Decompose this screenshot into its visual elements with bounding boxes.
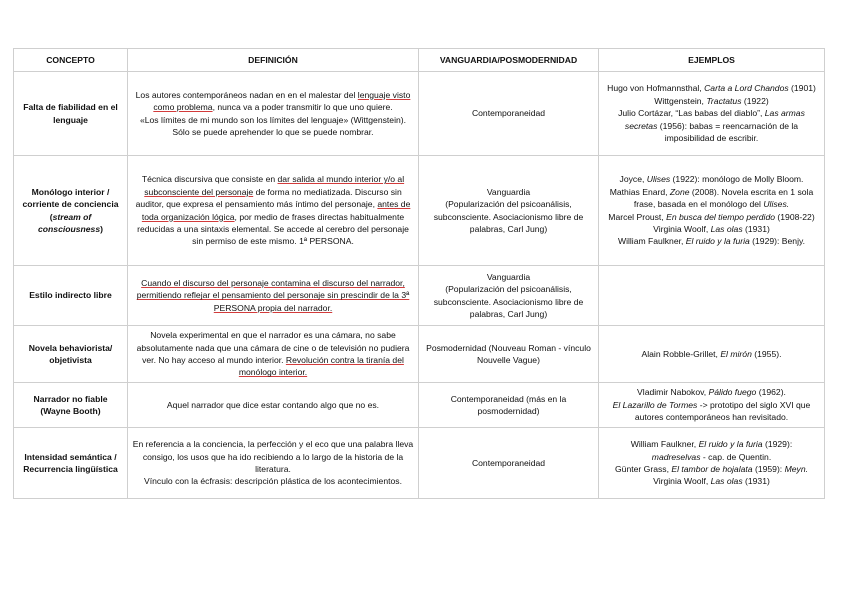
concept-cell (14, 156, 128, 266)
definition-cell (128, 72, 419, 156)
examples-cell (599, 326, 825, 383)
example-year: (1962). (756, 387, 786, 398)
example-note: -> prototipo del siglo XVI que autores contemporáneos han revisitado. (634, 399, 811, 423)
vanguardia-text: (Popularización del psicoanálisis, subconsciente. Asociacionismo libre de palabras, Carl Jung) (433, 284, 584, 319)
table-row (14, 326, 825, 383)
definition-text: Vínculo con la écfrasis: descripción plástica de los acontecimientos. (144, 476, 402, 487)
definition-text: Novela experimental en que el narrador es una cámara, no sabe absolutamente nada que una cámara de cine o de televisión no pudiera ver. No hay acceso al mundo interior. (136, 330, 410, 365)
table-row (14, 383, 825, 428)
example-title: Las armas secretas (624, 108, 805, 131)
example-title: Tractatus (706, 95, 742, 106)
example-title: El mirón (720, 348, 752, 359)
table-row (14, 266, 825, 326)
definition-cell: Aquel narrador que dice estar contando algo que no es. (128, 383, 419, 428)
example-author: Virginia Woolf, (653, 223, 711, 234)
vanguardia-title: Vanguardia (486, 271, 531, 282)
concept-cell: Estilo indirecto libre (14, 266, 128, 326)
example-year: (1959): (752, 464, 785, 474)
concept-text: ) (100, 223, 103, 234)
concept-cell: Falta de fiabilidad en el lenguaje (14, 72, 128, 156)
example-author: Mathias Enard, (609, 186, 670, 197)
examples-cell (599, 383, 825, 428)
example-title: Meyn. (784, 464, 808, 474)
example-title: Las olas (710, 223, 743, 234)
definition-underlined: lenguaje visto como problema (153, 89, 411, 113)
example-title: En busca del tiempo perdido (666, 211, 776, 222)
example-title: Zone (669, 186, 690, 197)
table-row (14, 72, 825, 156)
example-year: (1922) (741, 95, 769, 106)
definition-cell (128, 428, 419, 499)
vanguardia-cell (419, 266, 599, 326)
example-author: Joyce, (619, 174, 647, 185)
definition-underlined: Revolución contra la tiranía del monólogo interior. (238, 355, 404, 378)
header-vanguardia: VANGUARDIA/POSMODERNIDAD (419, 49, 599, 72)
concepts-table (13, 48, 825, 499)
examples-cell (599, 72, 825, 156)
vanguardia-cell: Posmodernidad (Nouveau Roman - vínculo Nouvelle Vague) (419, 326, 599, 383)
example-title: Ulises. (763, 199, 790, 210)
header-row (14, 49, 825, 72)
example-year: (1955). (751, 348, 782, 359)
example-author: Wittgenstein, (654, 95, 707, 106)
example-title: Carta a Lord Chandos (704, 83, 789, 94)
example-title: Pálido fuego (708, 387, 757, 398)
table-row (14, 156, 825, 266)
example-note: (1956): babas = reencarnación de la imposibilidad de escribir. (657, 120, 799, 144)
definition-text: En referencia a la conciencia, la perfección y el eco que una palabra lleva consigo, los usos que ha ido recibiendo a lo largo de la historia de la literatura. (132, 439, 414, 474)
example-title: El ruido y la furia (685, 236, 750, 247)
definition-text: Técnica discursiva que consiste en (141, 174, 278, 185)
definition-quote: «Los límites de mi mundo son los límites del lenguaje» (Wittgenstein). Sólo se puede aprehender lo que se puede nombrar. (139, 114, 407, 137)
concept-cell: Intensidad semántica / Recurrencia lingüística (14, 428, 128, 499)
concept-italic: stream of consciousness (38, 211, 101, 234)
definition-text: de forma no mediatizada. Discurso sin auditor, que expresa el pensamiento más íntimo del personaje, (135, 186, 402, 210)
examples-cell (599, 266, 825, 326)
example-year: (1931) (742, 223, 770, 234)
vanguardia-cell: Contemporaneidad (419, 428, 599, 499)
definition-underlined: antes de toda organización lógica (141, 199, 411, 222)
vanguardia-cell (419, 156, 599, 266)
definition-underlined: Cuando el discurso del personaje contamina el discurso del narrador, permitiendo reflejar el pensamiento del personaje sin prescindir de la 3ª PERSONA propia del narrador. (136, 277, 410, 313)
example-note: (1922): monólogo de Molly Bloom. (670, 174, 804, 185)
example-note: (1929): Benjy. (749, 236, 806, 247)
example-title: El ruido y la furia (698, 439, 763, 450)
example-title: madreselvas (651, 451, 701, 462)
example-year: (1929): (762, 439, 793, 450)
header-ejemplos: EJEMPLOS (599, 49, 825, 72)
concept-text: Monólogo interior / corriente de conciencia ( (22, 186, 119, 222)
example-note: (2008). Novela escrita en 1 sola frase, basada en el monólogo del (633, 186, 814, 210)
example-title: El tambor de hojalata (671, 464, 753, 474)
vanguardia-title: Vanguardia (486, 186, 531, 197)
example-year: (1901) (788, 83, 816, 94)
example-title: El Lazarillo de Tormes (612, 399, 698, 410)
example-author: Vladimir Nabokov, (637, 387, 709, 398)
example-title: Las olas (710, 476, 743, 487)
header-concepto: CONCEPTO (14, 49, 128, 72)
concept-cell: Narrador no fiable (Wayne Booth) (14, 383, 128, 428)
example-author: Marcel Proust, (608, 211, 667, 222)
definition-cell (128, 266, 419, 326)
definition-underlined: dar salida al mundo interior y/o al subconsciente del personaje (144, 174, 405, 197)
definition-cell (128, 326, 419, 383)
definition-text: Los autores contemporáneos nadan en en el malestar del (135, 89, 358, 100)
concept-cell: Novela behaviorista/ objetivista (14, 326, 128, 383)
example-author: Julio Cortázar, “Las babas del diablo”, (618, 108, 765, 119)
example-author: Alain Robble-Grillet, (641, 348, 721, 359)
example-year: (1908-22) (775, 211, 815, 222)
vanguardia-cell: Contemporaneidad (más en la posmodernidad) (419, 383, 599, 428)
definition-text: , por medio de frases directas habitualmente reducidas a una sintaxis elemental. Se accede al cerebro del personaje sin permiso de este mismo. 1ª PERSONA. (137, 211, 409, 247)
example-author: Hugo von Hofmannsthal, (607, 83, 705, 94)
definition-text: , nunca va a poder transmitir lo que uno quiere. (212, 102, 393, 113)
vanguardia-cell: Contemporaneidad (419, 72, 599, 156)
table-row (14, 428, 825, 499)
example-year: (1931) (742, 476, 770, 487)
examples-cell (599, 156, 825, 266)
example-author: Günter Grass, (615, 464, 672, 474)
vanguardia-text: (Popularización del psicoanálisis, subconsciente. Asociacionismo libre de palabras, Carl Jung) (433, 199, 584, 234)
examples-cell (599, 428, 825, 499)
example-author: William Faulkner, (617, 236, 686, 247)
example-author: Virginia Woolf, (653, 476, 711, 487)
example-note: - cap. de Quentin. (700, 451, 772, 462)
header-definicion: DEFINICIÓN (128, 49, 419, 72)
example-title: Ulises (646, 174, 671, 185)
example-author: William Faulkner, (630, 439, 699, 450)
definition-cell (128, 156, 419, 266)
